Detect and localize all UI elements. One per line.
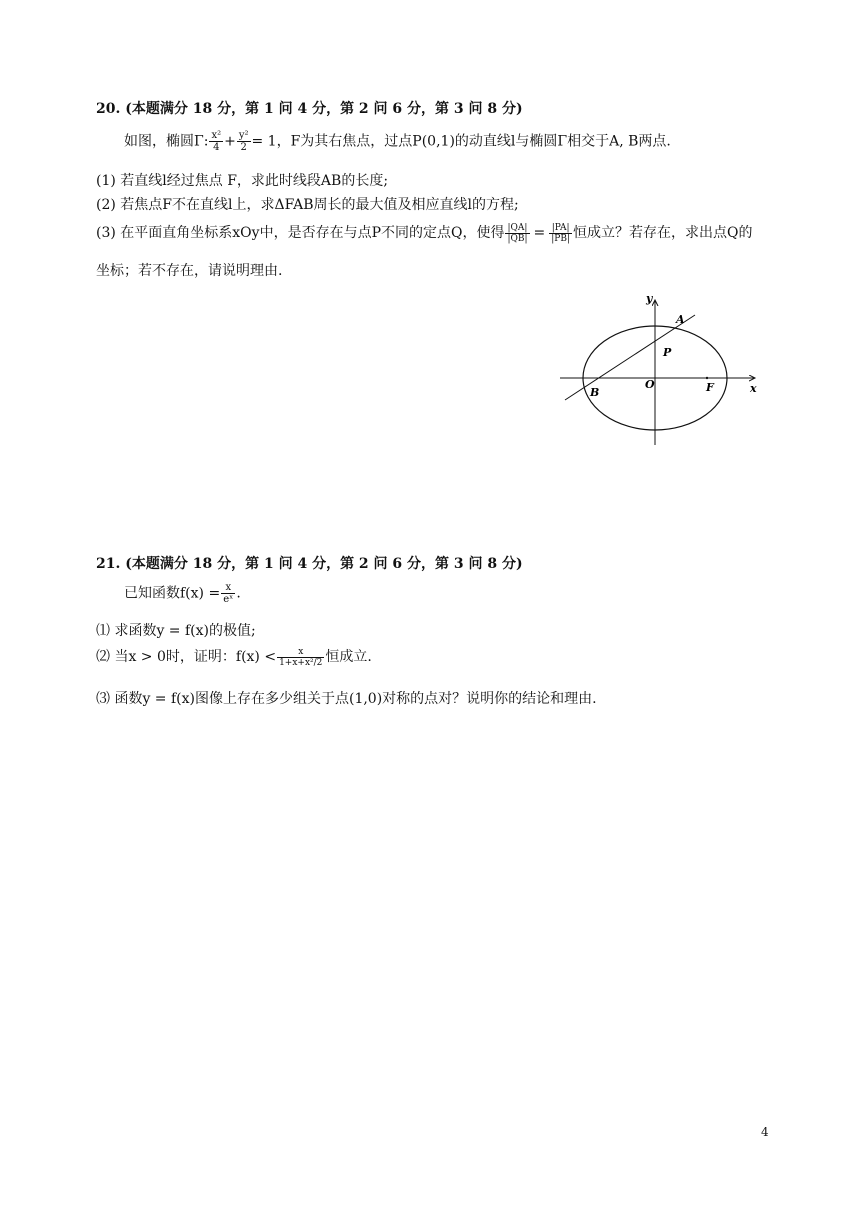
label-B: B bbox=[590, 386, 600, 399]
q20-p3f1-den: |QB| bbox=[507, 233, 528, 244]
q20-frac2-num: y² bbox=[238, 130, 249, 141]
q21-intro-a: 已知函数f(x) = bbox=[124, 585, 221, 602]
q20-frac2-den: 2 bbox=[240, 142, 247, 153]
q20-p3f1-num: |QA| bbox=[505, 223, 529, 234]
label-A: A bbox=[676, 313, 685, 326]
q20-p3f2-num: |PA| bbox=[549, 223, 572, 234]
q21-intro-b: . bbox=[236, 585, 241, 602]
q20-intro bbox=[124, 130, 671, 153]
label-P: P bbox=[663, 346, 672, 359]
q20-frac1-num: x² bbox=[211, 130, 222, 141]
q21-part3: ⑶ 函数y = f(x)图像上存在多少组关于点(1,0)对称的点对？说明你的结论和理由. bbox=[96, 691, 597, 707]
q20-part2: (2) 若焦点F不在直线l上，求ΔFAB周长的最大值及相应直线l的方程; bbox=[96, 197, 519, 213]
label-x: x bbox=[750, 382, 757, 395]
q21-part2-frac bbox=[277, 647, 324, 668]
q21-part1: ⑴ 求函数y = f(x)的极值; bbox=[96, 623, 256, 639]
q20-plus: + bbox=[224, 133, 236, 150]
label-y: y bbox=[646, 292, 653, 305]
q20-heading: 20. (本题满分 18 分，第 1 问 4 分，第 2 问 6 分，第 3 问 8 分) bbox=[96, 101, 523, 117]
q21-part2 bbox=[96, 646, 372, 668]
q20-frac1-den: 4 bbox=[213, 142, 220, 153]
q20-frac2 bbox=[237, 130, 251, 153]
q20-part3-b: 恒成立？若存在，求出点Q的 bbox=[573, 225, 753, 241]
q21-frac-num: x bbox=[221, 582, 235, 594]
q20-part3-c: 坐标；若不存在，请说明理由. bbox=[96, 263, 283, 279]
page-number: 4 bbox=[761, 1125, 769, 1139]
focus-point bbox=[706, 377, 708, 379]
q20-intro-a: 如图，椭圆Γ: bbox=[124, 133, 209, 150]
q20-part3-frac1 bbox=[505, 223, 529, 244]
q20-part3-frac2 bbox=[549, 223, 572, 244]
q20-part3-a: (3) 在平面直角坐标系xOy中，是否存在与点P不同的定点Q，使得 bbox=[96, 225, 505, 241]
q21-p2-den: 1+x+x²/2 bbox=[279, 657, 323, 668]
q21-frac bbox=[221, 582, 235, 605]
q20-intro-b: = 1，F为其右焦点，过点P(0,1)的动直线l与椭圆Γ相交于A, B两点. bbox=[251, 133, 671, 150]
q21-intro bbox=[124, 582, 241, 605]
q21-frac-den: eˣ bbox=[223, 594, 234, 605]
q20-part3-eq: = bbox=[533, 225, 546, 241]
q21-p2-num: x bbox=[277, 647, 324, 658]
q21-part2-b: 恒成立. bbox=[325, 649, 372, 665]
q20-part1: (1) 若直线l经过焦点 F，求此时线段AB的长度; bbox=[96, 173, 389, 189]
label-O: O bbox=[645, 378, 655, 391]
line-l bbox=[565, 315, 695, 400]
q21-heading: 21. (本题满分 18 分，第 1 问 4 分，第 2 问 6 分，第 3 问 8 分) bbox=[96, 556, 523, 572]
q21-part2-a: ⑵ 当x > 0时，证明：f(x) < bbox=[96, 649, 277, 665]
q20-p3f2-den: |PB| bbox=[551, 233, 570, 244]
q20-part3 bbox=[96, 222, 752, 244]
label-F: F bbox=[706, 381, 714, 394]
ellipse-figure bbox=[555, 290, 770, 450]
q20-frac1 bbox=[209, 130, 223, 153]
